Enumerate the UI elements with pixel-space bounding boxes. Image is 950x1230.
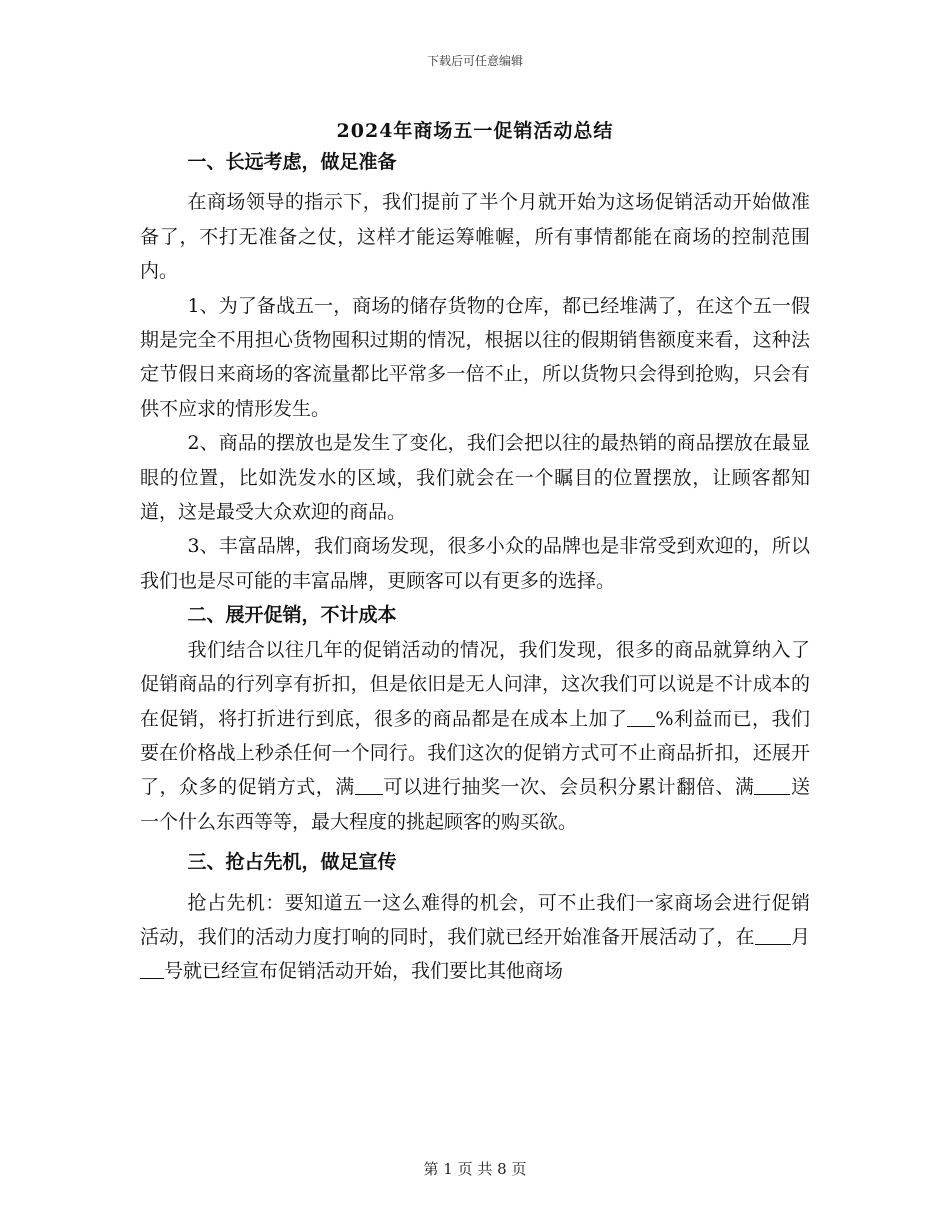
page-number: 第 1 页 共 8 页 (423, 1160, 527, 1178)
section-1-paragraph-3: 2、商品的摆放也是发生了变化，我们会把以往的最热销的商品摆放在最显眼的位置，比如洗发水的区域，我们就会在一个瞩目的位置摆放，让顾客都知道，这是最受大众欢迎的商品。 (140, 432, 810, 524)
s3-text-a: 抢占先机：要知道五一这么难得的机会，可不止我们一家商场会进行促销活动，我们的活动力度打响的同时，我们就已经开始准备开展活动了，在 (140, 891, 810, 948)
fill-blank (754, 775, 790, 795)
section-2-paragraph-1 (140, 633, 810, 839)
s3-text-c: 号就已经宣布促销活动开始，我们要比其他商场 (164, 960, 564, 983)
section-1-heading: 一、长远考虑，做足准备 (187, 151, 397, 173)
s2-text-c: 可以进行抽奖一次、会员积分累计翻倍、满 (382, 776, 755, 799)
section-3-paragraph-1 (140, 886, 810, 989)
s2-text-a: 我们结合以往几年的促销活动的情况，我们发现，很多的商品就算纳入了促销商品的行列享有折扣，但是依旧是无人问津，这次我们可以说是不计成本的在促销，将打折进行到底，很多的商品都是在成本上加了 (140, 638, 810, 730)
s3-text-b: 月 (790, 925, 810, 948)
header-note: 下载后可任意编辑 (426, 54, 523, 68)
section-1-paragraph-1: 在商场领导的指示下，我们提前了半个月就开始为这场促销活动开始做准备了，不打无准备之仗，这样才能运筹帷幄，所有事情都能在商场的控制范围内。 (140, 191, 810, 283)
s2-text-b: %利益而已，我们要在价格战上秒杀任何一个同行。我们这次的促销方式可不止商品折扣，还展开了，众多的促销方式，满 (140, 707, 810, 799)
section-1-paragraph-4: 3、丰富品牌，我们商场发现，很多小众的品牌也是非常受到欢迎的，所以我们也是尽可能的丰富品牌，更顾客可以有更多的选择。 (140, 535, 810, 592)
section-1-paragraph-2: 1、为了备战五一，商场的储存货物的仓库，都已经堆满了，在这个五一假期是完全不用担心货物囤积过期的情况，根据以往的假期销售额度来看，这种法定节假日来商场的客流量都比平常多一倍不止，所以货物只会得到抢购，只会有供不应求的情形发生。 (140, 294, 810, 420)
section-3-heading: 三、抢占先机，做足宣传 (187, 851, 397, 874)
fill-blank (627, 707, 655, 727)
fill-blank (140, 959, 164, 979)
document-title: 2024年商场五一促销活动总结 (336, 120, 614, 142)
section-2-heading: 二、展开促销，不计成本 (187, 604, 397, 627)
fill-blank (755, 925, 791, 945)
s2-text-d: 送一个什么东西等等，最大程度的挑起顾客的购买欲。 (140, 776, 810, 833)
fill-blank (355, 775, 383, 795)
document-body (140, 145, 810, 989)
